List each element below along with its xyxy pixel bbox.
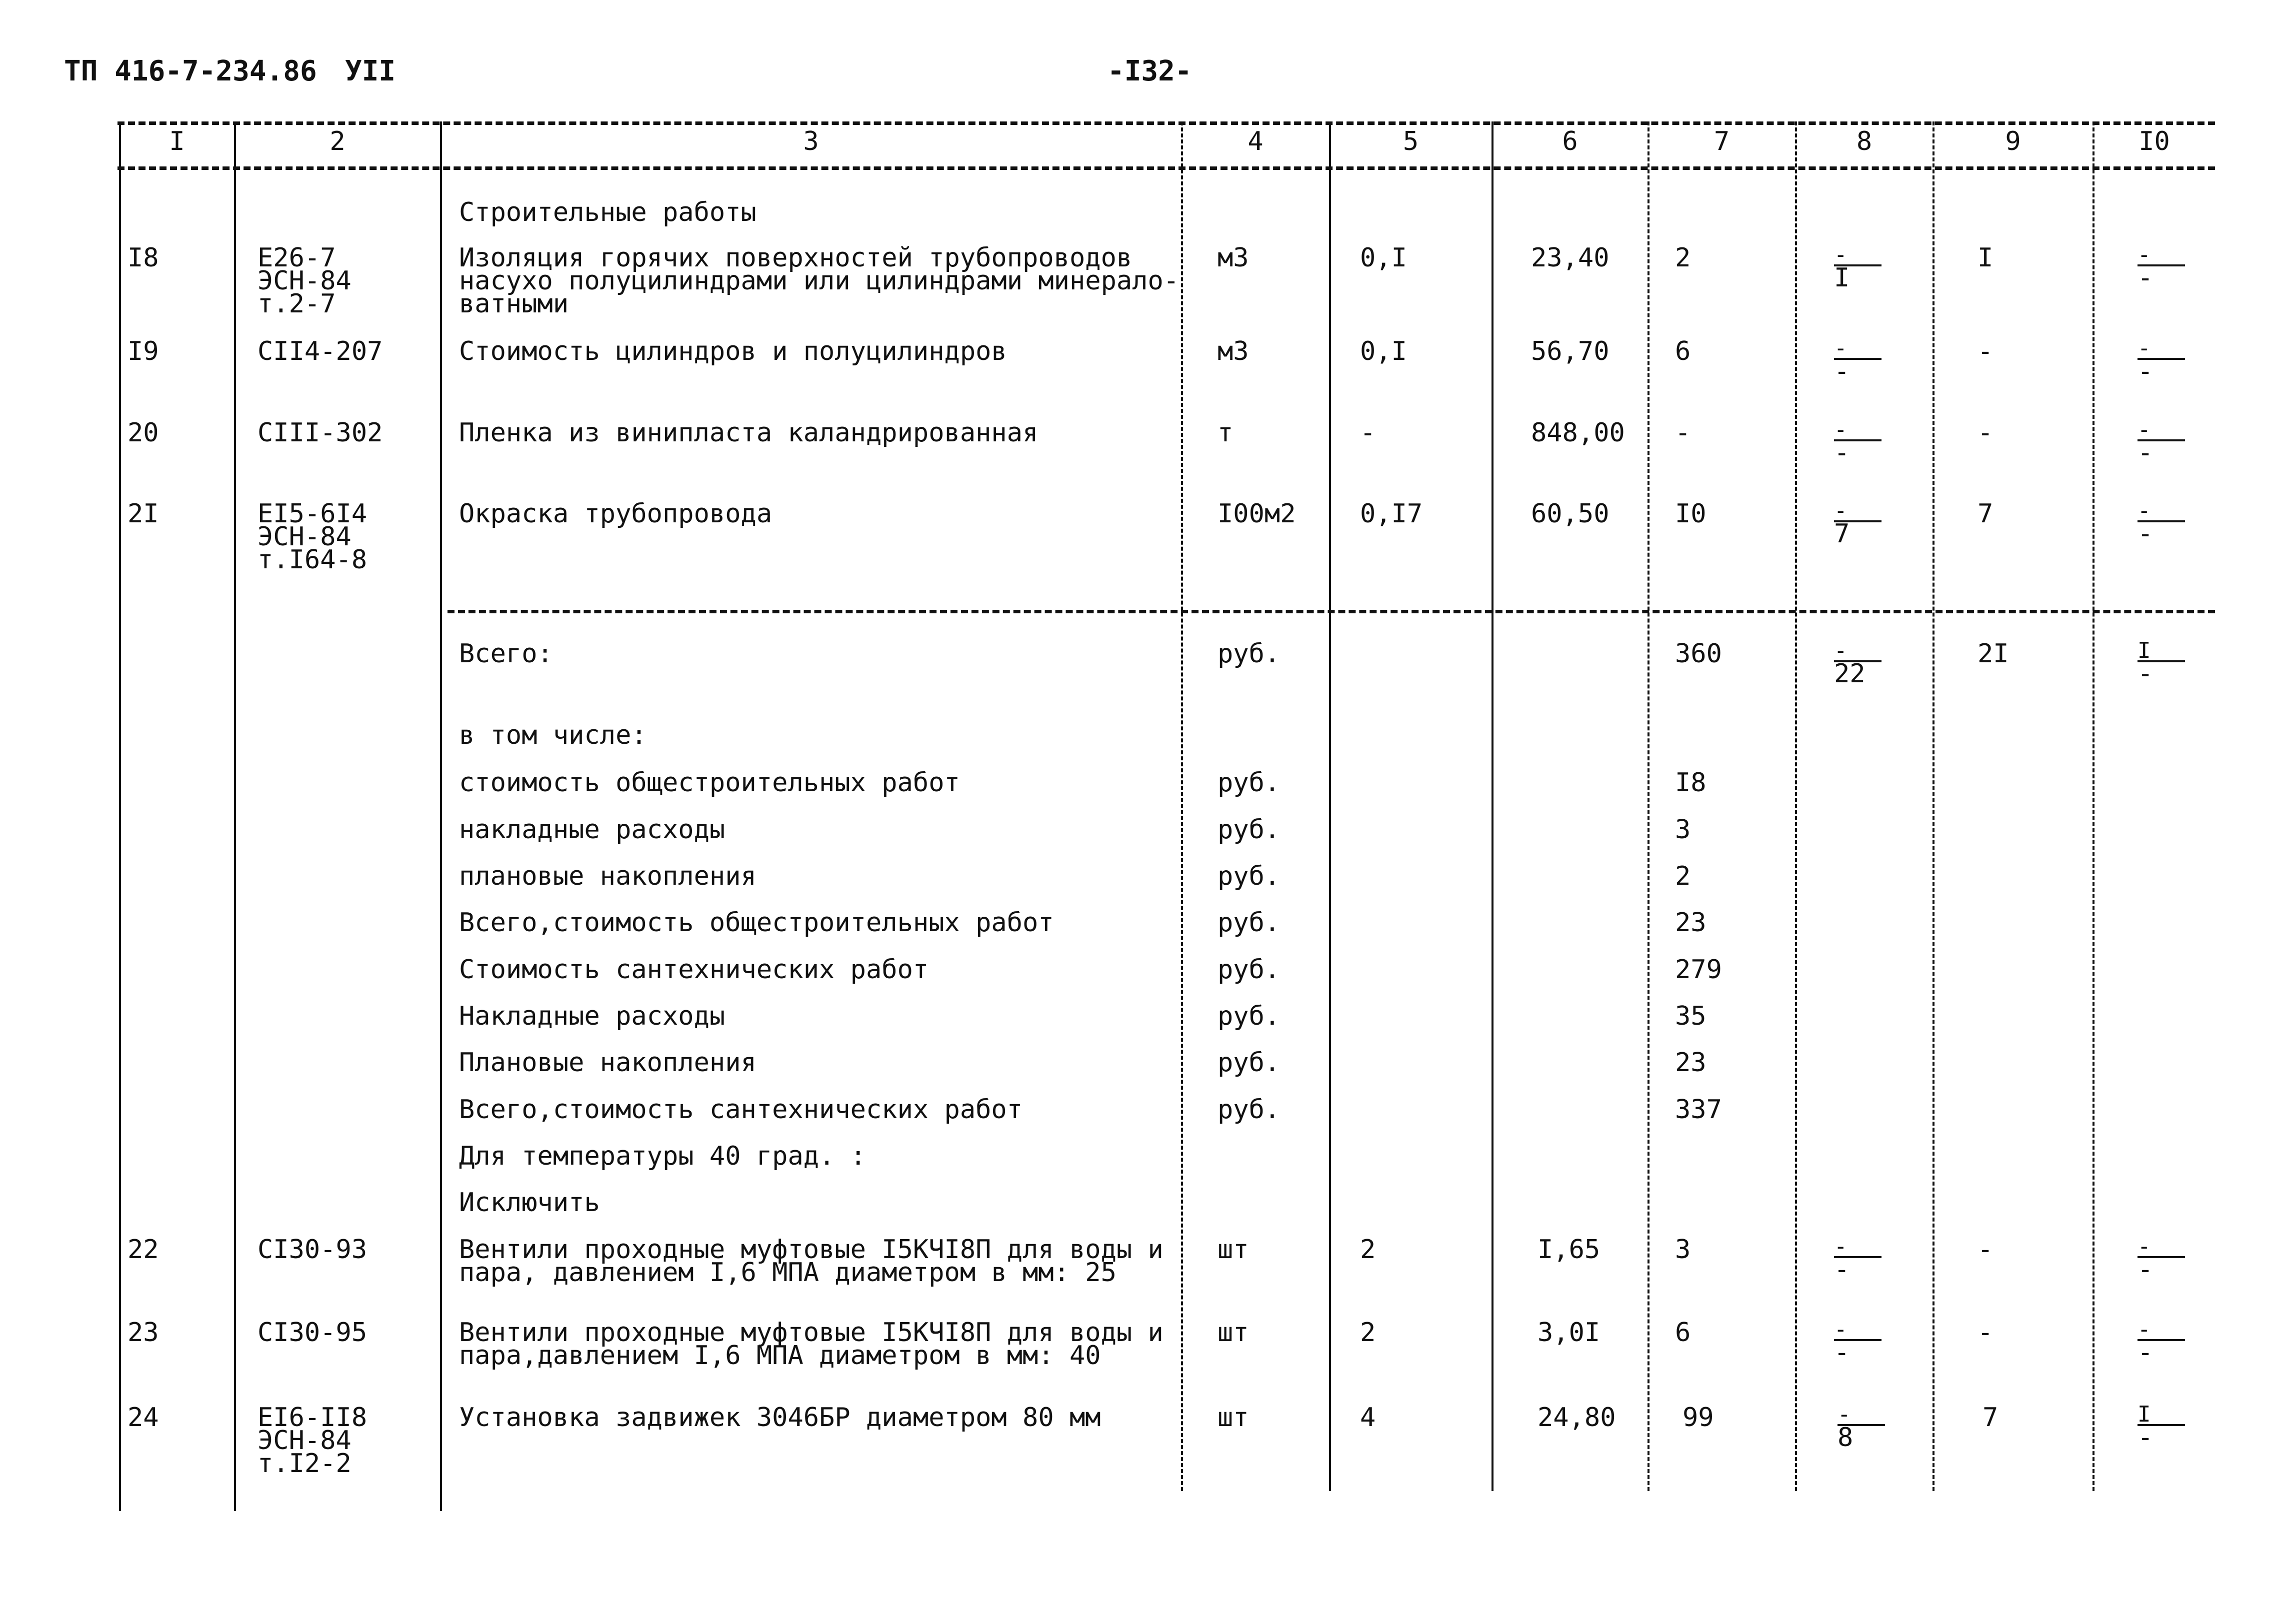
total-cost: 360 xyxy=(1675,639,1722,669)
breakdown-item-total: 35 xyxy=(1675,1001,1706,1031)
breakdown-item-name: Плановые накопления xyxy=(459,1048,756,1078)
total-cost: 2 xyxy=(1675,243,1691,273)
row-number: 20 xyxy=(128,418,159,448)
breakdown-item-name: Всего,стоимость сантехнических работ xyxy=(459,1095,1023,1125)
fraction-bottom: 8 xyxy=(1838,1423,1854,1453)
column-10-fraction xyxy=(2138,335,2188,386)
column-8-fraction xyxy=(1834,242,1884,293)
exclude-label: Исключить xyxy=(459,1188,600,1218)
fraction-bottom: - xyxy=(2138,1423,2154,1453)
column-8-fraction xyxy=(1834,1317,1884,1368)
including-label: в том числе: xyxy=(459,720,647,750)
table-top-rule xyxy=(118,121,2215,125)
column-10-fraction xyxy=(2138,638,2188,689)
section-number: УII xyxy=(345,55,396,87)
column-header: I xyxy=(169,126,185,156)
breakdown-item-name: плановые накопления xyxy=(459,861,756,891)
header-bottom-rule xyxy=(118,166,2215,170)
column-divider xyxy=(2092,121,2094,1491)
breakdown-item-unit: руб. xyxy=(1218,815,1280,845)
fraction-bottom: - xyxy=(1834,438,1850,468)
column-8-fraction xyxy=(1838,1402,1888,1453)
unit-price: 56,70 xyxy=(1531,336,1610,366)
unit: м3 xyxy=(1218,336,1249,366)
breakdown-item-unit: руб. xyxy=(1218,768,1280,798)
column-10-fraction xyxy=(2138,498,2188,549)
unit-price: 24,80 xyxy=(1538,1403,1616,1433)
norm-code: СIII-302 xyxy=(258,418,383,448)
work-description: Стоимость цилиндров и полуцилиндров xyxy=(459,336,1007,366)
column-header: 4 xyxy=(1248,126,1264,156)
breakdown-item-total: I8 xyxy=(1675,768,1706,798)
quantity: 0,I7 xyxy=(1360,499,1423,529)
norm-code: СII4-207 xyxy=(258,336,383,366)
fraction-bottom: - xyxy=(2138,1338,2154,1368)
breakdown-item-unit: руб. xyxy=(1218,1095,1280,1125)
column-10-fraction xyxy=(2138,417,2188,468)
section-title: Строительные работы xyxy=(459,197,756,227)
breakdown-item-name: накладные расходы xyxy=(459,815,726,845)
column-header: 2 xyxy=(330,126,346,156)
work-description: Вентили проходные муфтовые I5КЧI8П для воды и пара,давлением I,6 МПА диаметром в мм: 40 xyxy=(459,1318,1164,1371)
fraction-top: I xyxy=(2138,1402,2151,1427)
unit: шт xyxy=(1218,1235,1249,1265)
norm-code: ЕI6-II8 ЭСН-84 т.I2-2 xyxy=(258,1403,368,1479)
total-cost: 6 xyxy=(1675,1318,1691,1348)
breakdown-item-unit: руб. xyxy=(1218,955,1280,985)
breakdown-item-total: 279 xyxy=(1675,955,1722,985)
row-number: I9 xyxy=(128,336,159,366)
column-divider xyxy=(1492,121,1494,1491)
fraction-top: - xyxy=(1834,1317,1848,1342)
fraction-bottom: - xyxy=(2138,438,2154,468)
quantity: - xyxy=(1360,418,1376,448)
total-cost: 99 xyxy=(1682,1403,1714,1433)
row-number: I8 xyxy=(128,243,159,273)
unit: м3 xyxy=(1218,243,1249,273)
unit: I00м2 xyxy=(1218,499,1296,529)
fraction-bottom: - xyxy=(2138,519,2154,549)
fraction-bottom: - xyxy=(2138,1255,2154,1285)
breakdown-item-name: стоимость общестроительных работ xyxy=(459,768,960,798)
breakdown-item-total: 3 xyxy=(1675,815,1691,845)
fraction-bottom: - xyxy=(2138,659,2154,689)
page-number: -I32- xyxy=(1108,55,1192,87)
column-divider xyxy=(1648,121,1650,1491)
fraction-top: - xyxy=(1834,638,1848,663)
fraction-top: I xyxy=(2138,638,2151,663)
fraction-bottom: - xyxy=(1834,356,1850,386)
column-8-fraction xyxy=(1834,417,1884,468)
fraction-top: - xyxy=(1834,498,1848,523)
fraction-top: - xyxy=(2138,335,2151,361)
column-divider xyxy=(1795,121,1797,1491)
column-9-value: - xyxy=(1978,1318,1994,1348)
fraction-top: - xyxy=(1838,1402,1851,1427)
quantity: 4 xyxy=(1360,1403,1376,1433)
row-number: 24 xyxy=(128,1403,159,1433)
fraction-bottom: - xyxy=(1834,1338,1850,1368)
fraction-top: - xyxy=(2138,1317,2151,1342)
fraction-bottom: - xyxy=(1834,1255,1850,1285)
column-8-fraction xyxy=(1834,335,1884,386)
total-cost: I0 xyxy=(1675,499,1706,529)
column-9-value: - xyxy=(1978,418,1994,448)
unit: руб. xyxy=(1218,639,1280,669)
work-description: Пленка из винипласта каландрированная xyxy=(459,418,1038,448)
column-9-value: 7 xyxy=(1978,499,1994,529)
quantity: 2 xyxy=(1360,1318,1376,1348)
column-header: 6 xyxy=(1562,126,1578,156)
quantity: 0,I xyxy=(1360,336,1407,366)
column-divider xyxy=(440,121,442,1511)
fraction-top: - xyxy=(1834,242,1848,267)
breakdown-item-unit: руб. xyxy=(1218,1001,1280,1031)
column-header: 8 xyxy=(1856,126,1872,156)
column-header: 7 xyxy=(1714,126,1730,156)
column-header: 9 xyxy=(2005,126,2021,156)
breakdown-item-total: 2 xyxy=(1675,861,1691,891)
unit-price: 848,00 xyxy=(1531,418,1625,448)
column-header: 3 xyxy=(803,126,819,156)
total-cost: 6 xyxy=(1675,336,1691,366)
fraction-bottom: 7 xyxy=(1834,519,1850,549)
fraction-bottom: - xyxy=(2138,263,2154,293)
work-description: Установка задвижек 3046БР диаметром 80 мм xyxy=(459,1403,1101,1433)
temperature-note: Для температуры 40 град. : xyxy=(459,1141,866,1171)
row-number: 2I xyxy=(128,499,159,529)
column-8-fraction xyxy=(1834,1234,1884,1285)
fraction-top: - xyxy=(2138,498,2151,523)
fraction-top: - xyxy=(2138,1234,2151,1259)
fraction-top: - xyxy=(1834,417,1848,442)
total-label: Всего: xyxy=(459,639,553,669)
breakdown-item-unit: руб. xyxy=(1218,861,1280,891)
norm-code: ЕI5-6I4 ЭСН-84 т.I64-8 xyxy=(258,499,368,575)
work-description: Вентили проходные муфтовые I5КЧI8П для воды и пара, давлением I,6 МПА диаметром в мм: 25 xyxy=(459,1235,1164,1288)
breakdown-item-name: Стоимость сантехнических работ xyxy=(459,955,929,985)
fraction-top: - xyxy=(2138,242,2151,267)
subtotal-rule xyxy=(448,610,2215,613)
work-description: Изоляция горячих поверхностей трубопроводов насухо полуцилиндрами или цилиндрами минерало- ватными xyxy=(459,243,1180,319)
column-9-value: 2I xyxy=(1978,639,2009,669)
unit-price: 3,0I xyxy=(1538,1318,1600,1348)
column-divider xyxy=(1181,121,1183,1491)
column-header: I0 xyxy=(2138,126,2170,156)
unit-price: 23,40 xyxy=(1531,243,1610,273)
column-9-value: - xyxy=(1978,336,1994,366)
fraction-top: - xyxy=(1834,1234,1848,1259)
breakdown-item-unit: руб. xyxy=(1218,1048,1280,1078)
column-divider xyxy=(119,121,121,1511)
fraction-bottom: - xyxy=(2138,356,2154,386)
fraction-top: - xyxy=(1834,335,1848,361)
column-divider xyxy=(1329,121,1331,1491)
norm-code: СI30-95 xyxy=(258,1318,368,1348)
breakdown-item-unit: руб. xyxy=(1218,908,1280,938)
column-9-value: I xyxy=(1978,243,1994,273)
total-cost: 3 xyxy=(1675,1235,1691,1265)
row-number: 23 xyxy=(128,1318,159,1348)
column-10-fraction xyxy=(2138,1317,2188,1368)
quantity: 0,I xyxy=(1360,243,1407,273)
breakdown-item-total: 337 xyxy=(1675,1095,1722,1125)
unit: шт xyxy=(1218,1403,1249,1433)
breakdown-item-total: 23 xyxy=(1675,908,1706,938)
column-divider xyxy=(1932,121,1934,1491)
breakdown-item-total: 23 xyxy=(1675,1048,1706,1078)
document-code: ТП 416-7-234.86 xyxy=(64,55,317,87)
column-9-value: 7 xyxy=(1982,1403,1998,1433)
norm-code: СI30-93 xyxy=(258,1235,368,1265)
column-10-fraction xyxy=(2138,1234,2188,1285)
column-10-fraction xyxy=(2138,242,2188,293)
breakdown-item-name: Всего,стоимость общестроительных работ xyxy=(459,908,1054,938)
column-8-fraction xyxy=(1834,498,1884,549)
fraction-top: - xyxy=(2138,417,2151,442)
unit-price: 60,50 xyxy=(1531,499,1610,529)
unit: шт xyxy=(1218,1318,1249,1348)
norm-code: Е26-7 ЭСН-84 т.2-7 xyxy=(258,243,352,319)
column-9-value: - xyxy=(1978,1235,1994,1265)
column-8-fraction xyxy=(1834,638,1884,689)
column-header: 5 xyxy=(1402,126,1419,156)
fraction-bottom: 22 xyxy=(1834,659,1866,689)
column-10-fraction xyxy=(2138,1402,2188,1453)
breakdown-item-name: Накладные расходы xyxy=(459,1001,726,1031)
unit-price: I,65 xyxy=(1538,1235,1600,1265)
total-cost: - xyxy=(1675,418,1691,448)
fraction-bottom: I xyxy=(1834,263,1850,293)
row-number: 22 xyxy=(128,1235,159,1265)
column-divider xyxy=(234,121,236,1511)
unit: т xyxy=(1218,418,1234,448)
quantity: 2 xyxy=(1360,1235,1376,1265)
work-description: Окраска трубопровода xyxy=(459,499,772,529)
